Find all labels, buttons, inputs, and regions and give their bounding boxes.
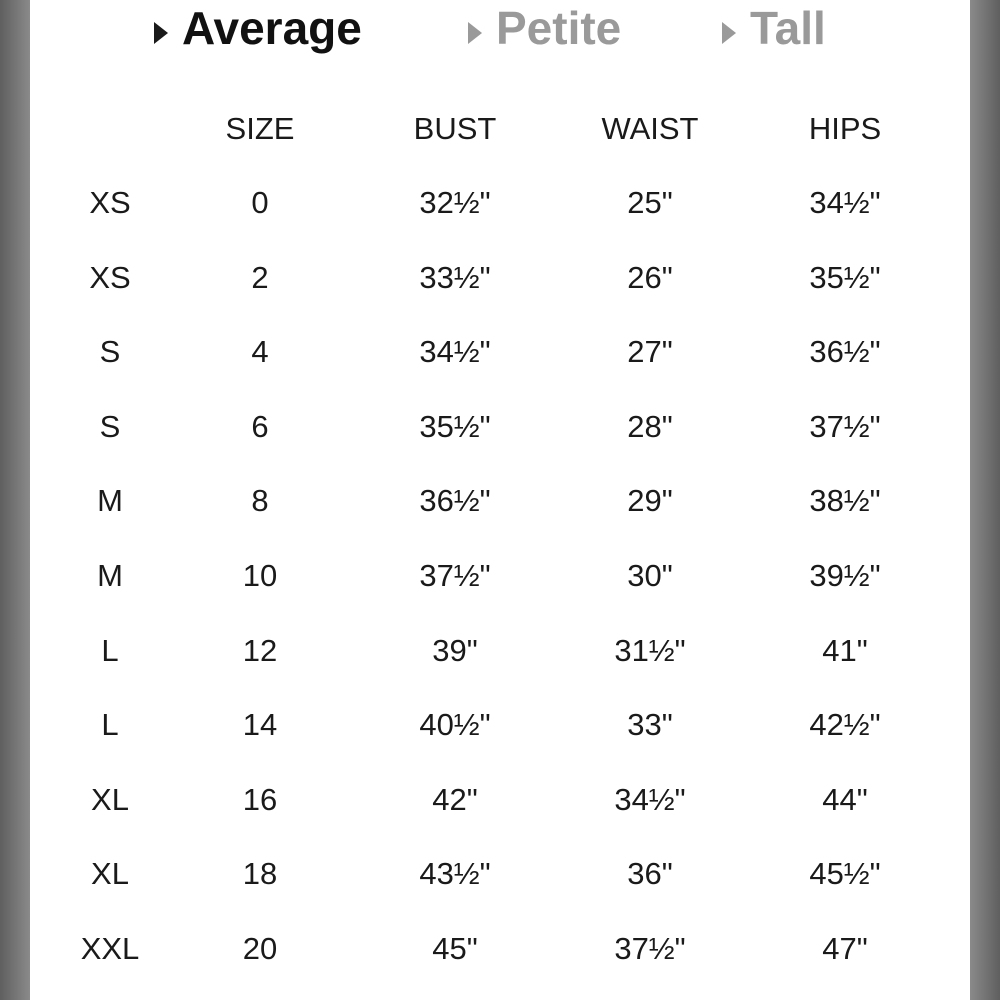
cell-hips: 45½" xyxy=(809,856,881,892)
cell-size: 8 xyxy=(251,483,269,519)
cell-waist: 27" xyxy=(627,334,673,370)
tab-average[interactable] xyxy=(154,0,362,56)
cell-waist: 30" xyxy=(627,557,673,593)
size-chart-panel xyxy=(30,0,970,1000)
fit-tabs xyxy=(30,0,970,56)
tab-tall[interactable] xyxy=(722,0,826,56)
right-shadow xyxy=(970,0,1000,1000)
left-shadow xyxy=(0,0,30,1000)
cell-letter-size: L xyxy=(101,707,119,743)
cell-size: 16 xyxy=(242,781,278,817)
cell-bust: 35½" xyxy=(419,408,491,444)
cell-size: 20 xyxy=(242,930,278,966)
cell-bust: 39" xyxy=(432,632,478,668)
triangle-right-icon xyxy=(722,22,736,44)
size-table xyxy=(30,92,970,987)
cell-bust: 36½" xyxy=(419,483,491,519)
cell-bust: 42" xyxy=(432,781,478,817)
cell-hips: 39½" xyxy=(809,557,881,593)
table-row xyxy=(30,688,970,763)
cell-hips: 34½" xyxy=(809,185,881,220)
triangle-right-icon xyxy=(468,22,482,44)
cell-waist: 29" xyxy=(627,483,673,519)
header-cell-size: SIZE xyxy=(225,111,295,146)
cell-size: 4 xyxy=(251,334,269,370)
cell-bust: 34½" xyxy=(419,334,491,370)
table-row xyxy=(30,315,970,390)
cell-letter-size: M xyxy=(97,557,123,593)
cell-waist: 37½" xyxy=(614,930,686,966)
table-row xyxy=(30,166,970,241)
cell-bust: 45" xyxy=(432,930,478,966)
cell-letter-size: XS xyxy=(89,259,131,295)
cell-size: 0 xyxy=(251,185,269,220)
cell-hips: 36½" xyxy=(809,334,881,370)
cell-waist: 26" xyxy=(627,259,673,295)
cell-size: 18 xyxy=(242,856,278,892)
cell-bust: 43½" xyxy=(419,856,491,892)
cell-waist: 25" xyxy=(627,185,673,220)
header-cell-bust: BUST xyxy=(413,111,497,146)
cell-size: 14 xyxy=(242,707,278,743)
table-row xyxy=(30,614,970,689)
table-row xyxy=(30,837,970,912)
tab-petite[interactable] xyxy=(468,0,621,56)
cell-letter-size: S xyxy=(99,408,121,444)
cell-size: 6 xyxy=(251,408,269,444)
cell-letter-size: XL xyxy=(91,781,129,817)
table-row xyxy=(30,390,970,465)
header-cell-hips: HIPS xyxy=(808,111,882,146)
cell-waist: 28" xyxy=(627,408,673,444)
cell-letter-size: L xyxy=(101,632,119,668)
cell-letter-size: XS xyxy=(89,185,131,220)
cell-hips: 35½" xyxy=(809,259,881,295)
table-row xyxy=(30,912,970,987)
table-row xyxy=(30,763,970,838)
cell-hips: 47" xyxy=(822,930,868,966)
table-row xyxy=(30,539,970,614)
cell-hips: 44" xyxy=(822,781,868,817)
cell-waist: 34½" xyxy=(614,781,686,817)
cell-size: 12 xyxy=(242,632,278,668)
cell-waist: 36" xyxy=(627,856,673,892)
tab-label: Average xyxy=(182,2,362,54)
cell-letter-size: M xyxy=(97,483,123,519)
cell-hips: 41" xyxy=(822,632,868,668)
cell-waist: 31½" xyxy=(614,632,686,668)
tab-label: Tall xyxy=(750,2,826,54)
cell-waist: 33" xyxy=(627,707,673,743)
header-cell-waist: WAIST xyxy=(601,111,699,146)
table-row xyxy=(30,241,970,316)
cell-bust: 32½" xyxy=(419,185,491,220)
cell-bust: 37½" xyxy=(419,557,491,593)
triangle-right-icon xyxy=(154,22,168,44)
cell-hips: 38½" xyxy=(809,483,881,519)
cell-letter-size: S xyxy=(99,334,121,370)
cell-hips: 37½" xyxy=(809,408,881,444)
table-row xyxy=(30,464,970,539)
cell-size: 2 xyxy=(251,259,269,295)
tab-label: Petite xyxy=(496,2,622,54)
cell-bust: 40½" xyxy=(419,707,491,743)
header-cell-label xyxy=(50,92,170,166)
cell-letter-size: XXL xyxy=(80,930,140,966)
cell-size: 10 xyxy=(242,557,278,593)
cell-hips: 42½" xyxy=(809,707,881,743)
table-header-row xyxy=(30,92,970,166)
cell-bust: 33½" xyxy=(419,259,491,295)
cell-letter-size: XL xyxy=(91,856,129,892)
